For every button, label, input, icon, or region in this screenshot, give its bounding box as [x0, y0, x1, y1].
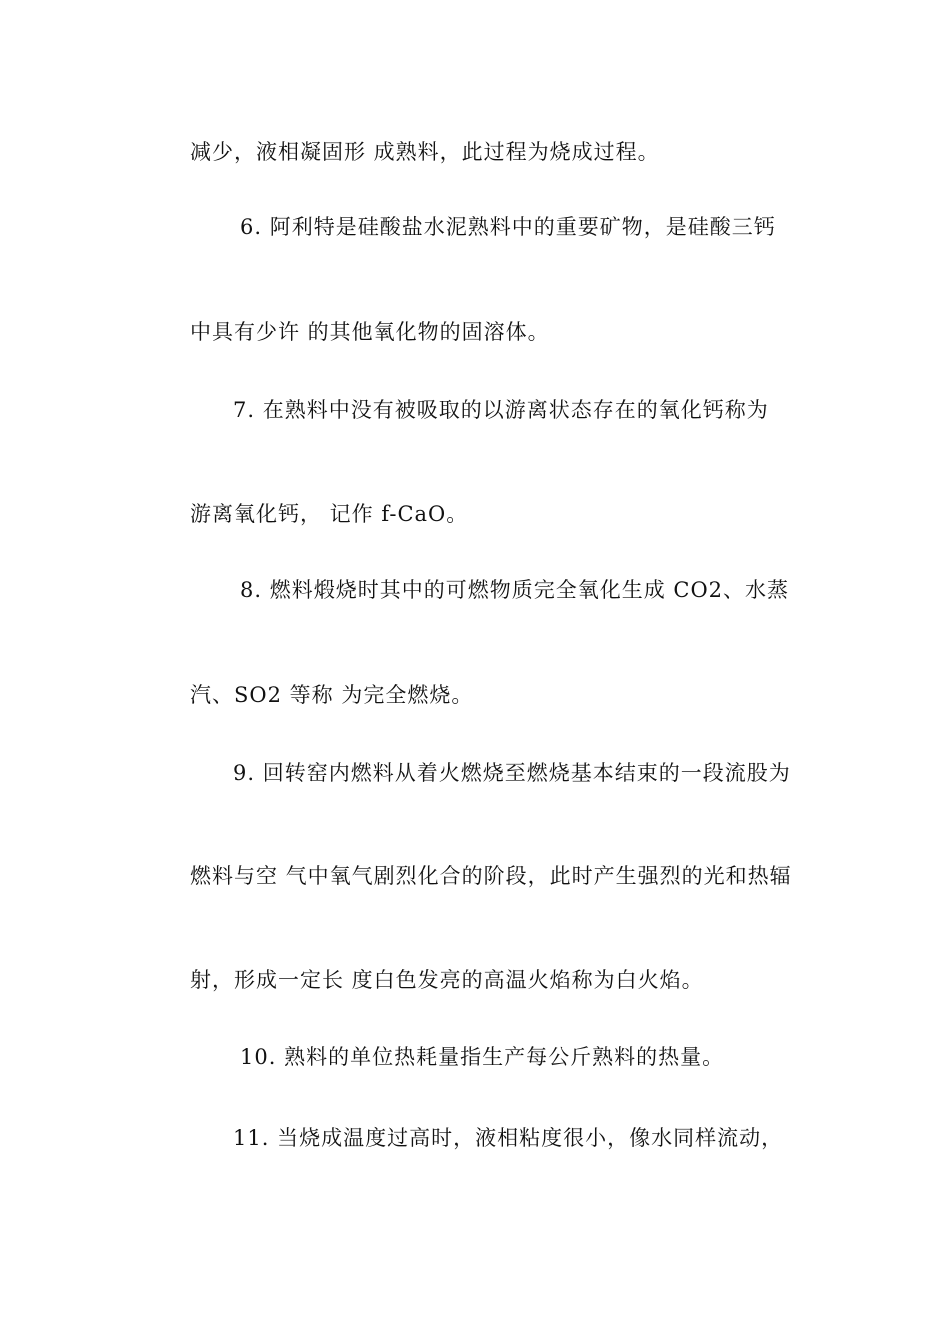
- text-line: 11. 当烧成温度过高时，液相粘度很小，像水同样流动，: [233, 1126, 784, 1150]
- text-line: 减少，液相凝固形 成熟料，此过程为烧成过程。: [190, 140, 660, 164]
- text-line: 燃料与空 气中氧气剧烈化合的阶段，此时产生强烈的光和热辐: [190, 864, 792, 888]
- text-line: 7. 在熟料中没有被吸取的以游离状态存在的氧化钙称为: [233, 398, 769, 422]
- text-line: 8. 燃料煅烧时其中的可燃物质完全氧化生成 CO2、水蒸: [240, 578, 790, 602]
- text-line: 9. 回转窑内燃料从着火燃烧至燃烧基本结束的一段流股为: [233, 761, 791, 785]
- text-line: 游离氧化钙， 记作 f-CaO。: [190, 502, 469, 526]
- text-line: 6. 阿利特是硅酸盐水泥熟料中的重要矿物，是硅酸三钙: [240, 215, 776, 239]
- text-line: 中具有少许 的其他氧化物的固溶体。: [190, 320, 550, 344]
- text-line: 射，形成一定长 度白色发亮的高温火焰称为白火焰。: [190, 968, 704, 992]
- text-line: 10. 熟料的单位热耗量指生产每公斤熟料的热量。: [240, 1045, 725, 1069]
- text-line: 汽、SO2 等称 为完全燃烧。: [190, 683, 474, 707]
